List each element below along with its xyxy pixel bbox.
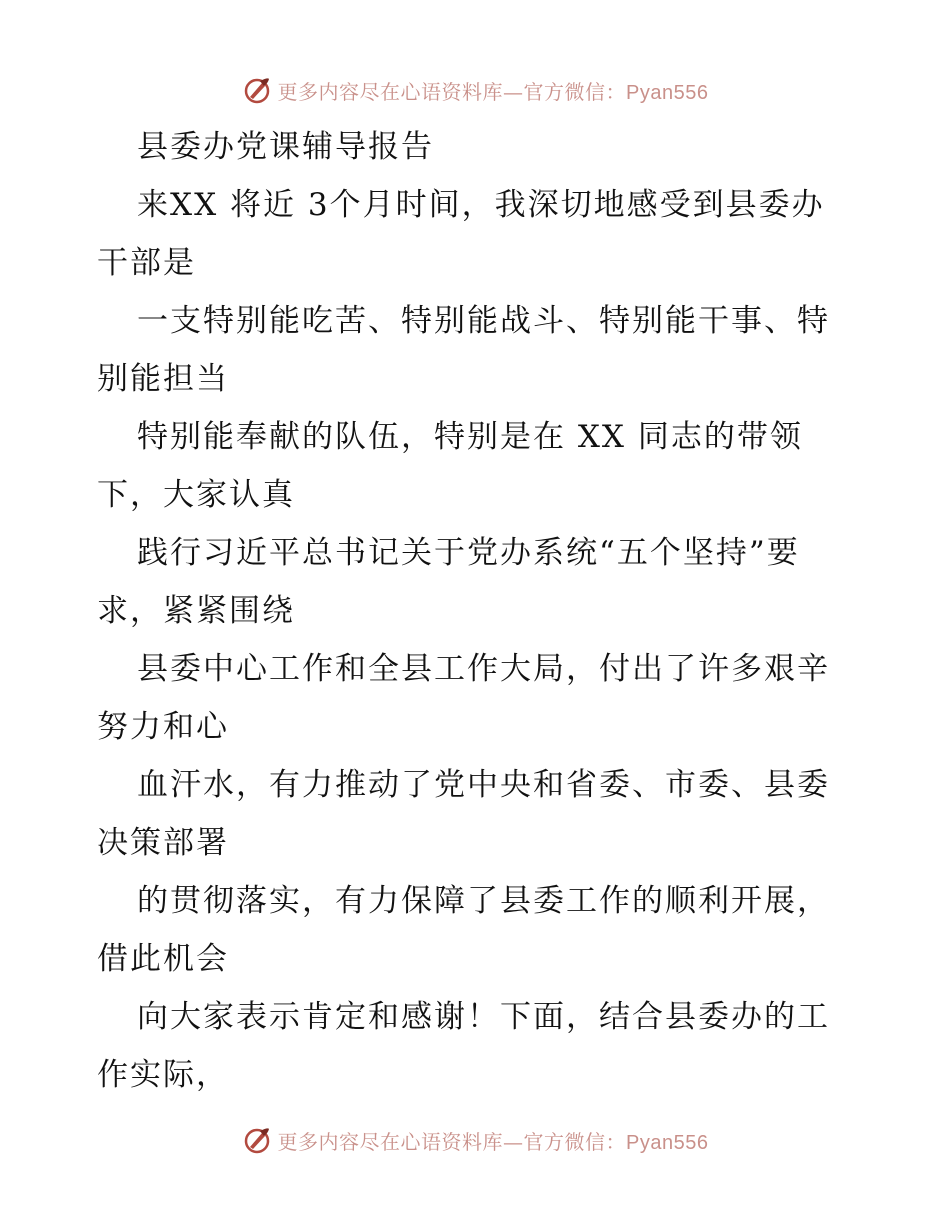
text-line: 求，紧紧围绕 — [97, 593, 295, 629]
text-line: 向大家表示肯定和感谢！下面，结合县委办的工 — [137, 999, 830, 1035]
quill-pen-logo-icon — [242, 75, 272, 105]
text-line: 作实际， — [97, 1057, 229, 1093]
text-line: 特别能奉献的队伍，特别是在 XX 同志的带领 — [137, 419, 803, 455]
text-line: 一支特别能吃苦、特别能战斗、特别能干事、特 — [137, 303, 830, 339]
quill-pen-logo-icon — [242, 1125, 272, 1155]
watermark-text: 更多内容尽在心语资料库—官方微信：Pyan556 — [277, 1129, 709, 1154]
text-line: 践行习近平总书记关于党办系统“五个坚持”要 — [137, 535, 800, 571]
text-line: 县委中心工作和全县工作大局，付出了许多艰辛 — [137, 651, 830, 687]
text-line: 努力和心 — [97, 709, 229, 745]
header-watermark-banner — [0, 70, 950, 110]
watermark-text: 更多内容尽在心语资料库—官方微信：Pyan556 — [277, 79, 709, 104]
document-title: 县委办党课辅导报告 — [137, 129, 434, 165]
text-line: 决策部署 — [97, 825, 229, 861]
text-line: 干部是 — [97, 245, 196, 281]
text-line: 下，大家认真 — [97, 477, 295, 513]
document-body — [97, 118, 857, 1104]
text-line: 借此机会 — [97, 941, 229, 977]
text-line: 别能担当 — [97, 361, 229, 397]
text-line: 的贯彻落实，有力保障了县委工作的顺利开展， — [137, 883, 830, 919]
text-line: 血汗水，有力推动了党中央和省委、市委、县委 — [137, 767, 830, 803]
text-line: 来XX 将近 3个月时间，我深切地感受到县委办 — [137, 187, 825, 223]
footer-watermark-banner — [0, 1120, 950, 1160]
